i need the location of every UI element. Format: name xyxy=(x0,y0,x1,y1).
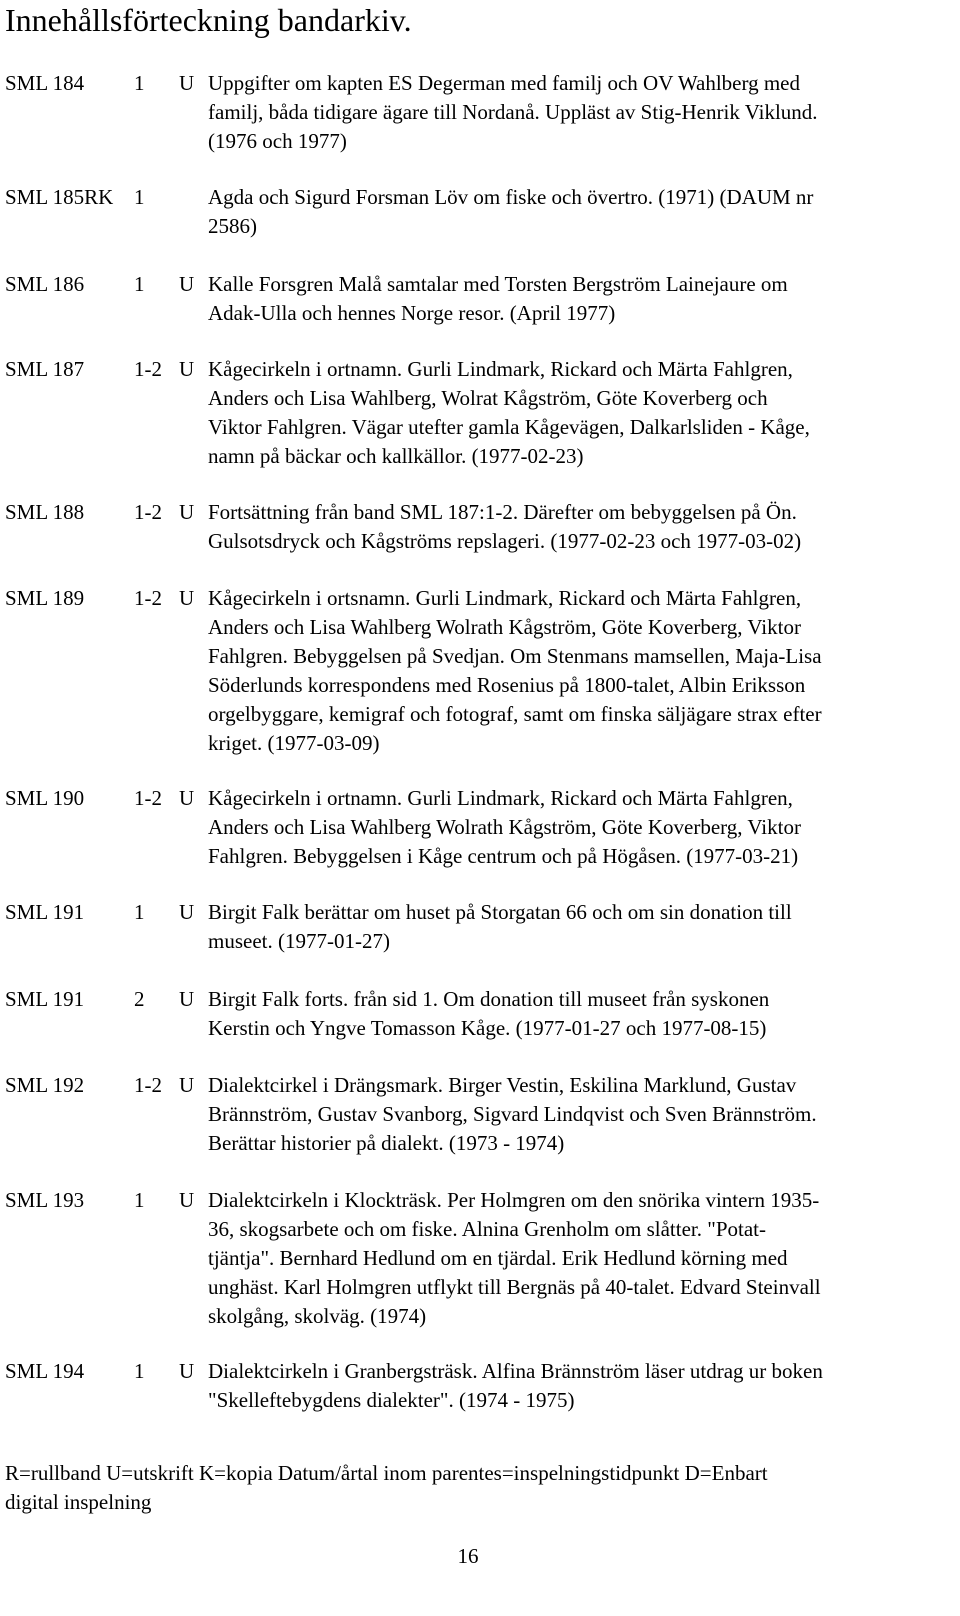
legend xyxy=(5,1459,768,1517)
description-line: Brännström, Gustav Svanborg, Sigvard Lindqvist och Sven Brännström. xyxy=(208,1102,817,1126)
page-title: Innehållsförteckning bandarkiv. xyxy=(5,2,412,38)
description-line: Viktor Fahlgren. Vägar utefter gamla Kågevägen, Dalkarlsliden - Kåge, xyxy=(208,415,810,439)
entry-description xyxy=(208,1071,953,1158)
tape-code: SML 191 xyxy=(5,987,85,1011)
tape-type: U xyxy=(179,500,195,524)
description-line: Fahlgren. Bebyggelsen i Kåge centrum och på Högåsen. (1977-03-21) xyxy=(208,844,799,868)
tape-side: 2 xyxy=(134,987,145,1011)
tape-side: 1-2 xyxy=(134,500,162,524)
tape-side: 1 xyxy=(134,272,145,296)
tape-code: SML 191 xyxy=(5,900,85,924)
description-line: museet. (1977-01-27) xyxy=(208,929,390,953)
description-line: tjäntja". Bernhard Hedlund om en tjärdal. Erik Hedlund körning med xyxy=(208,1246,788,1270)
description-line: Adak-Ulla och hennes Norge resor. (April 1977) xyxy=(208,301,616,325)
description-line: Anders och Lisa Wahlberg, Wolrat Kågström, Göte Koverberg och xyxy=(208,386,768,410)
entry-description xyxy=(208,985,953,1043)
description-line: Kalle Forsgren Malå samtalar med Torsten Bergström Lainejaure om xyxy=(208,272,788,296)
tape-side: 1 xyxy=(134,1359,145,1383)
tape-type: U xyxy=(179,1073,195,1097)
tape-type: U xyxy=(179,586,195,610)
tape-code: SML 184 xyxy=(5,71,85,95)
legend-line: R=rullband U=utskrift K=kopia Datum/årtal inom parentes=inspelningstidpunkt D=Enbart xyxy=(5,1461,768,1485)
tape-type: U xyxy=(179,987,195,1011)
description-line: familj, båda tidigare ägare till Nordanå. Uppläst av Stig-Henrik Viklund. xyxy=(208,100,818,124)
description-line: Dialektcirkeln i Granbergsträsk. Alfina Brännström läser utdrag ur boken xyxy=(208,1359,823,1383)
entry-description xyxy=(208,69,953,156)
entry-description xyxy=(208,355,953,471)
entry-description xyxy=(208,498,953,556)
tape-code: SML 190 xyxy=(5,786,85,810)
tape-side: 1 xyxy=(134,1188,145,1212)
tape-side: 1-2 xyxy=(134,1073,162,1097)
description-line: Dialektcirkel i Drängsmark. Birger Vestin, Eskilina Marklund, Gustav xyxy=(208,1073,797,1097)
tape-type: U xyxy=(179,1359,195,1383)
tape-type: U xyxy=(179,272,195,296)
tape-type: U xyxy=(179,1188,195,1212)
entry-description xyxy=(208,1357,953,1415)
tape-side: 1-2 xyxy=(134,786,162,810)
entry-description xyxy=(208,898,953,956)
tape-code: SML 192 xyxy=(5,1073,85,1097)
description-line: Anders och Lisa Wahlberg Wolrath Kågström, Göte Koverberg, Viktor xyxy=(208,615,801,639)
tape-code: SML 185RK xyxy=(5,185,114,209)
description-line: kriget. (1977-03-09) xyxy=(208,731,380,755)
entry-description xyxy=(208,270,953,328)
tape-side: 1-2 xyxy=(134,586,162,610)
description-line: Birgit Falk forts. från sid 1. Om donation till museet från syskonen xyxy=(208,987,770,1011)
description-line: Söderlunds korrespondens med Rosenius på 1800-talet, Albin Eriksson xyxy=(208,673,806,697)
description-line: "Skelleftebygdens dialekter". (1974 - 1975) xyxy=(208,1388,575,1412)
tape-code: SML 194 xyxy=(5,1359,85,1383)
tape-side: 1 xyxy=(134,900,145,924)
description-line: Berättar historier på dialekt. (1973 - 1974) xyxy=(208,1131,565,1155)
description-line: Gulsotsdryck och Kågströms repslageri. (1977-02-23 och 1977-03-02) xyxy=(208,529,802,553)
entry-description xyxy=(208,784,953,871)
description-line: Agda och Sigurd Forsman Löv om fiske och övertro. (1971) (DAUM nr xyxy=(208,185,814,209)
tape-code: SML 193 xyxy=(5,1188,85,1212)
tape-type: U xyxy=(179,357,195,381)
tape-code: SML 189 xyxy=(5,586,85,610)
description-line: Uppgifter om kapten ES Degerman med familj och OV Wahlberg med xyxy=(208,71,800,95)
description-line: Fahlgren. Bebyggelsen på Svedjan. Om Stenmans mamsellen, Maja-Lisa xyxy=(208,644,822,668)
description-line: (1976 och 1977) xyxy=(208,129,347,153)
description-line: namn på bäckar och kallkällor. (1977-02-23) xyxy=(208,444,584,468)
entry-description xyxy=(208,1186,953,1331)
description-line: orgelbyggare, kemigraf och fotograf, samt om finska säljägare strax efter xyxy=(208,702,822,726)
legend-line: digital inspelning xyxy=(5,1490,152,1514)
description-line: Kågecirkeln i ortnamn. Gurli Lindmark, Rickard och Märta Fahlgren, xyxy=(208,357,793,381)
description-line: 36, skogsarbete och om fiske. Alnina Grenholm om slåtter. "Potat- xyxy=(208,1217,766,1241)
description-line: Dialektcirkeln i Klockträsk. Per Holmgren om den snörika vintern 1935- xyxy=(208,1188,820,1212)
entry-description xyxy=(208,584,953,758)
entry-description xyxy=(208,183,953,241)
description-line: Birgit Falk berättar om huset på Storgatan 66 och om sin donation till xyxy=(208,900,792,924)
tape-side: 1-2 xyxy=(134,357,162,381)
tape-side: 1 xyxy=(134,71,145,95)
tape-code: SML 186 xyxy=(5,272,85,296)
description-line: skolgång, skolväg. (1974) xyxy=(208,1304,427,1328)
description-line: Kågecirkeln i ortnamn. Gurli Lindmark, Rickard och Märta Fahlgren, xyxy=(208,786,793,810)
tape-type: U xyxy=(179,71,195,95)
tape-code: SML 187 xyxy=(5,357,85,381)
description-line: unghäst. Karl Holmgren utflykt till Bergnäs på 40-talet. Edvard Steinvall xyxy=(208,1275,821,1299)
description-line: Kågecirkeln i ortsnamn. Gurli Lindmark, Rickard och Märta Fahlgren, xyxy=(208,586,802,610)
tape-type: U xyxy=(179,786,195,810)
tape-type: U xyxy=(179,900,195,924)
tape-code: SML 188 xyxy=(5,500,85,524)
description-line: Anders och Lisa Wahlberg Wolrath Kågström, Göte Koverberg, Viktor xyxy=(208,815,801,839)
description-line: Fortsättning från band SML 187:1-2. Därefter om bebyggelsen på Ön. xyxy=(208,500,797,524)
tape-side: 1 xyxy=(134,185,145,209)
page-number: 16 xyxy=(457,1544,479,1568)
description-line: Kerstin och Yngve Tomasson Kåge. (1977-01-27 och 1977-08-15) xyxy=(208,1016,767,1040)
description-line: 2586) xyxy=(208,214,257,238)
